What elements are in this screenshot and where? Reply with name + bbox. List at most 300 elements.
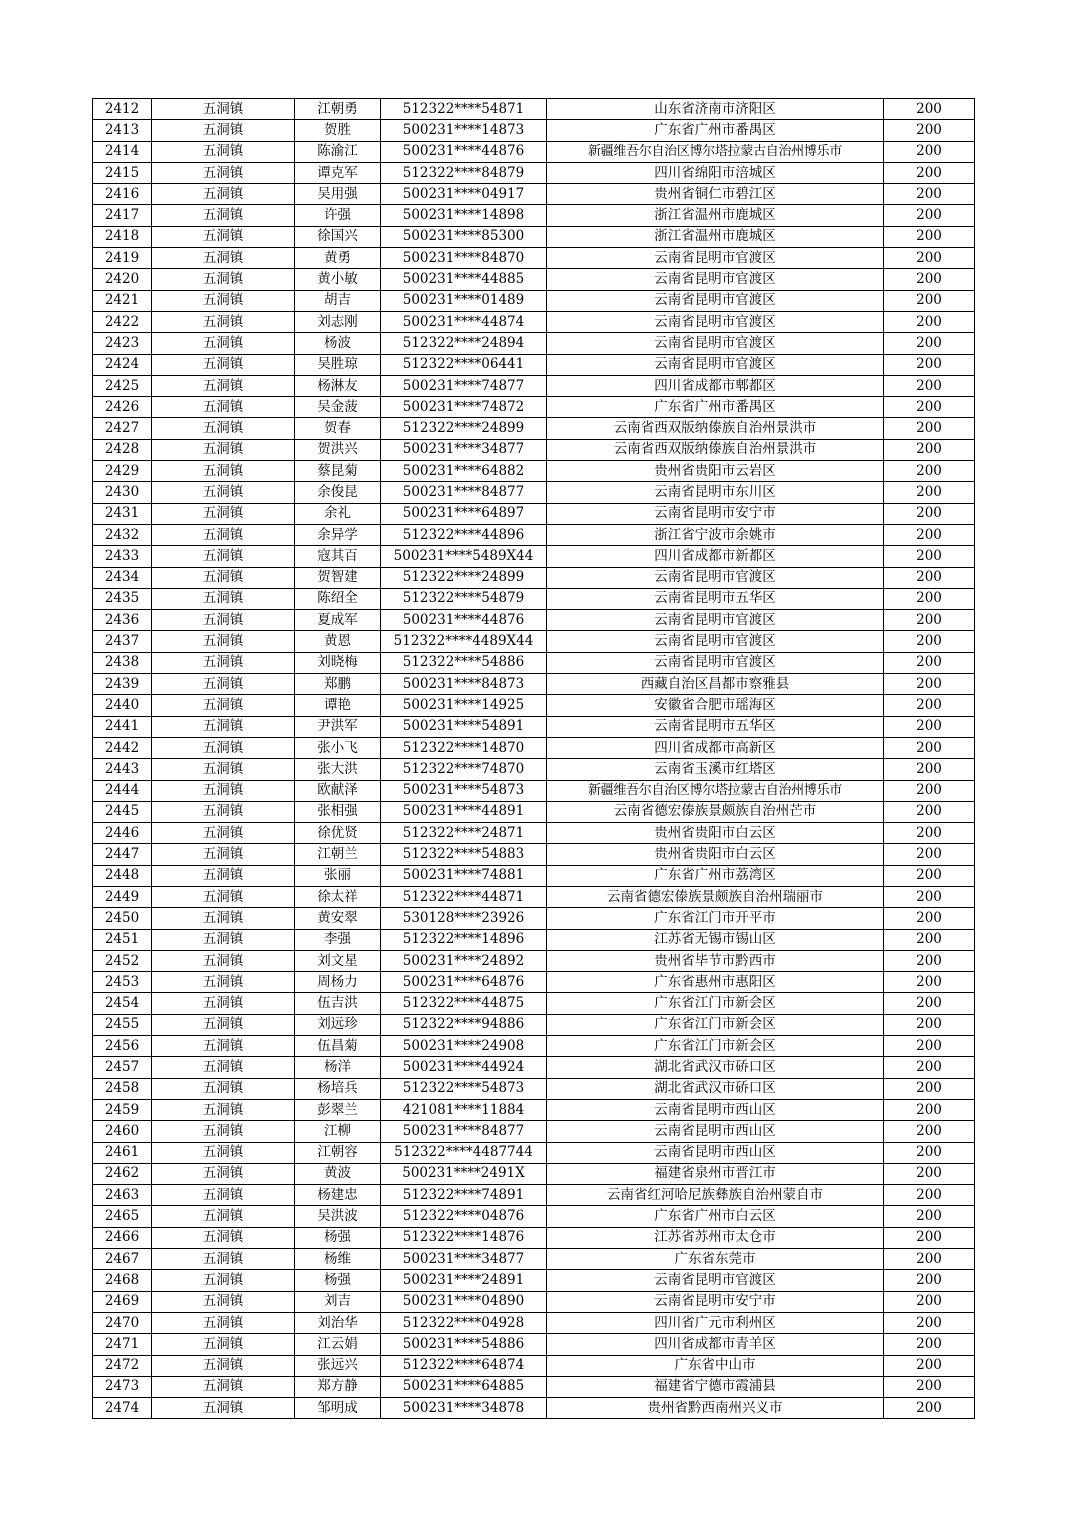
id-number-cell: 500231****04890 xyxy=(381,1291,547,1312)
amount-cell: 200 xyxy=(884,610,975,631)
id-number-cell: 500231****24891 xyxy=(381,1270,547,1291)
town-cell: 五洞镇 xyxy=(152,610,295,631)
amount-cell: 200 xyxy=(884,1398,975,1419)
row-number-cell: 2458 xyxy=(93,1078,152,1099)
id-number-cell: 500231****44874 xyxy=(381,311,547,332)
row-number-cell: 2452 xyxy=(93,950,152,971)
amount-cell: 200 xyxy=(884,801,975,822)
table-row xyxy=(93,1078,975,1099)
table-row xyxy=(93,780,975,801)
row-number-cell: 2460 xyxy=(93,1121,152,1142)
work-location-cell: 云南省昆明市安宁市 xyxy=(547,503,884,524)
town-cell: 五洞镇 xyxy=(152,269,295,290)
id-number-cell: 512322****24894 xyxy=(381,333,547,354)
row-number-cell: 2442 xyxy=(93,737,152,758)
person-name-cell: 伍吉洪 xyxy=(295,993,381,1014)
amount-cell: 200 xyxy=(884,844,975,865)
table-row xyxy=(93,1249,975,1270)
person-name-cell: 吴洪波 xyxy=(295,1206,381,1227)
person-name-cell: 杨维 xyxy=(295,1249,381,1270)
town-cell: 五洞镇 xyxy=(152,1099,295,1120)
person-name-cell: 黄安翠 xyxy=(295,908,381,929)
table-row xyxy=(93,226,975,247)
town-cell: 五洞镇 xyxy=(152,1249,295,1270)
table-row xyxy=(93,823,975,844)
amount-cell: 200 xyxy=(884,311,975,332)
person-name-cell: 刘吉 xyxy=(295,1291,381,1312)
table-row xyxy=(93,354,975,375)
id-number-cell: 512322****4489X44 xyxy=(381,631,547,652)
row-number-cell: 2451 xyxy=(93,929,152,950)
table-row xyxy=(93,184,975,205)
amount-cell: 200 xyxy=(884,120,975,141)
town-cell: 五洞镇 xyxy=(152,780,295,801)
town-cell: 五洞镇 xyxy=(152,1398,295,1419)
row-number-cell: 2448 xyxy=(93,865,152,886)
town-cell: 五洞镇 xyxy=(152,461,295,482)
table-row xyxy=(93,1291,975,1312)
town-cell: 五洞镇 xyxy=(152,1121,295,1142)
table-row xyxy=(93,290,975,311)
table-row xyxy=(93,972,975,993)
amount-cell: 200 xyxy=(884,588,975,609)
town-cell: 五洞镇 xyxy=(152,354,295,375)
amount-cell: 200 xyxy=(884,1312,975,1333)
row-number-cell: 2437 xyxy=(93,631,152,652)
row-number-cell: 2465 xyxy=(93,1206,152,1227)
town-cell: 五洞镇 xyxy=(152,886,295,907)
work-location-cell: 云南省昆明市官渡区 xyxy=(547,567,884,588)
person-name-cell: 江朝容 xyxy=(295,1142,381,1163)
row-number-cell: 2433 xyxy=(93,546,152,567)
amount-cell: 200 xyxy=(884,354,975,375)
id-number-cell: 512322****04876 xyxy=(381,1206,547,1227)
town-cell: 五洞镇 xyxy=(152,1270,295,1291)
town-cell: 五洞镇 xyxy=(152,141,295,162)
town-cell: 五洞镇 xyxy=(152,908,295,929)
work-location-cell: 云南省昆明市官渡区 xyxy=(547,269,884,290)
table-row xyxy=(93,546,975,567)
id-number-cell: 500231****04917 xyxy=(381,184,547,205)
row-number-cell: 2470 xyxy=(93,1312,152,1333)
amount-cell: 200 xyxy=(884,950,975,971)
town-cell: 五洞镇 xyxy=(152,972,295,993)
table-row xyxy=(93,1121,975,1142)
row-number-cell: 2461 xyxy=(93,1142,152,1163)
row-number-cell: 2471 xyxy=(93,1334,152,1355)
work-location-cell: 云南省德宏傣族景颇族自治州芒市 xyxy=(547,801,884,822)
table-row xyxy=(93,929,975,950)
amount-cell: 200 xyxy=(884,546,975,567)
table-row xyxy=(93,737,975,758)
table-row xyxy=(93,631,975,652)
row-number-cell: 2446 xyxy=(93,823,152,844)
amount-cell: 200 xyxy=(884,993,975,1014)
id-number-cell: 421081****11884 xyxy=(381,1099,547,1120)
person-name-cell: 夏成军 xyxy=(295,610,381,631)
town-cell: 五洞镇 xyxy=(152,759,295,780)
person-name-cell: 江朝勇 xyxy=(295,99,381,120)
row-number-cell: 2423 xyxy=(93,333,152,354)
town-cell: 五洞镇 xyxy=(152,823,295,844)
id-number-cell: 500231****5489X44 xyxy=(381,546,547,567)
town-cell: 五洞镇 xyxy=(152,375,295,396)
person-name-cell: 刘治华 xyxy=(295,1312,381,1333)
id-number-cell: 500231****54886 xyxy=(381,1334,547,1355)
amount-cell: 200 xyxy=(884,99,975,120)
table-row xyxy=(93,311,975,332)
table-row xyxy=(93,248,975,269)
work-location-cell: 贵州省黔西南州兴义市 xyxy=(547,1398,884,1419)
person-name-cell: 徐国兴 xyxy=(295,226,381,247)
person-name-cell: 谭克军 xyxy=(295,162,381,183)
row-number-cell: 2417 xyxy=(93,205,152,226)
row-number-cell: 2418 xyxy=(93,226,152,247)
id-number-cell: 500231****64882 xyxy=(381,461,547,482)
person-name-cell: 邹明成 xyxy=(295,1398,381,1419)
amount-cell: 200 xyxy=(884,524,975,545)
person-name-cell: 张大洪 xyxy=(295,759,381,780)
work-location-cell: 福建省宁德市霞浦县 xyxy=(547,1376,884,1397)
work-location-cell: 云南省昆明市官渡区 xyxy=(547,652,884,673)
town-cell: 五洞镇 xyxy=(152,1291,295,1312)
table-row xyxy=(93,141,975,162)
amount-cell: 200 xyxy=(884,205,975,226)
amount-cell: 200 xyxy=(884,1057,975,1078)
id-number-cell: 500231****34877 xyxy=(381,439,547,460)
roster-table-body xyxy=(93,99,975,1419)
id-number-cell: 500231****44885 xyxy=(381,269,547,290)
table-row xyxy=(93,1099,975,1120)
amount-cell: 200 xyxy=(884,1078,975,1099)
town-cell: 五洞镇 xyxy=(152,1227,295,1248)
person-name-cell: 余俊昆 xyxy=(295,482,381,503)
work-location-cell: 新疆维吾尔自治区博尔塔拉蒙古自治州博乐市 xyxy=(547,141,884,162)
work-location-cell: 广东省东莞市 xyxy=(547,1249,884,1270)
town-cell: 五洞镇 xyxy=(152,439,295,460)
row-number-cell: 2426 xyxy=(93,397,152,418)
id-number-cell: 500231****44876 xyxy=(381,610,547,631)
work-location-cell: 广东省广州市荔湾区 xyxy=(547,865,884,886)
person-name-cell: 贺春 xyxy=(295,418,381,439)
table-row xyxy=(93,1334,975,1355)
work-location-cell: 云南省昆明市五华区 xyxy=(547,716,884,737)
table-row xyxy=(93,993,975,1014)
id-number-cell: 512322****94886 xyxy=(381,1014,547,1035)
person-name-cell: 贺洪兴 xyxy=(295,439,381,460)
table-row xyxy=(93,652,975,673)
amount-cell: 200 xyxy=(884,290,975,311)
row-number-cell: 2425 xyxy=(93,375,152,396)
person-name-cell: 贺胜 xyxy=(295,120,381,141)
town-cell: 五洞镇 xyxy=(152,162,295,183)
amount-cell: 200 xyxy=(884,226,975,247)
town-cell: 五洞镇 xyxy=(152,205,295,226)
person-name-cell: 蔡昆菊 xyxy=(295,461,381,482)
person-name-cell: 余礼 xyxy=(295,503,381,524)
person-name-cell: 李强 xyxy=(295,929,381,950)
id-number-cell: 500231****34877 xyxy=(381,1249,547,1270)
person-name-cell: 江朝兰 xyxy=(295,844,381,865)
town-cell: 五洞镇 xyxy=(152,1334,295,1355)
work-location-cell: 云南省红河哈尼族彝族自治州蒙自市 xyxy=(547,1185,884,1206)
town-cell: 五洞镇 xyxy=(152,929,295,950)
work-location-cell: 云南省昆明市官渡区 xyxy=(547,248,884,269)
person-name-cell: 张丽 xyxy=(295,865,381,886)
table-row xyxy=(93,461,975,482)
id-number-cell: 500231****84877 xyxy=(381,1121,547,1142)
town-cell: 五洞镇 xyxy=(152,588,295,609)
table-row xyxy=(93,375,975,396)
person-name-cell: 杨建忠 xyxy=(295,1185,381,1206)
amount-cell: 200 xyxy=(884,162,975,183)
id-number-cell: 500231****64885 xyxy=(381,1376,547,1397)
amount-cell: 200 xyxy=(884,141,975,162)
id-number-cell: 512322****44871 xyxy=(381,886,547,907)
id-number-cell: 512322****54883 xyxy=(381,844,547,865)
amount-cell: 200 xyxy=(884,737,975,758)
person-name-cell: 江柳 xyxy=(295,1121,381,1142)
person-name-cell: 张小飞 xyxy=(295,737,381,758)
row-number-cell: 2434 xyxy=(93,567,152,588)
town-cell: 五洞镇 xyxy=(152,1142,295,1163)
amount-cell: 200 xyxy=(884,1163,975,1184)
town-cell: 五洞镇 xyxy=(152,333,295,354)
work-location-cell: 云南省昆明市官渡区 xyxy=(547,354,884,375)
amount-cell: 200 xyxy=(884,1014,975,1035)
row-number-cell: 2429 xyxy=(93,461,152,482)
town-cell: 五洞镇 xyxy=(152,1078,295,1099)
table-row xyxy=(93,1398,975,1419)
person-name-cell: 杨强 xyxy=(295,1227,381,1248)
person-name-cell: 郑鹏 xyxy=(295,674,381,695)
table-row xyxy=(93,588,975,609)
amount-cell: 200 xyxy=(884,418,975,439)
row-number-cell: 2467 xyxy=(93,1249,152,1270)
id-number-cell: 512322****06441 xyxy=(381,354,547,375)
id-number-cell: 500231****74881 xyxy=(381,865,547,886)
town-cell: 五洞镇 xyxy=(152,716,295,737)
id-number-cell: 500231****84870 xyxy=(381,248,547,269)
work-location-cell: 云南省昆明市西山区 xyxy=(547,1099,884,1120)
id-number-cell: 500231****54891 xyxy=(381,716,547,737)
table-row xyxy=(93,1376,975,1397)
work-location-cell: 贵州省贵阳市白云区 xyxy=(547,844,884,865)
person-name-cell: 江云娟 xyxy=(295,1334,381,1355)
id-number-cell: 500231****44924 xyxy=(381,1057,547,1078)
id-number-cell: 500231****01489 xyxy=(381,290,547,311)
town-cell: 五洞镇 xyxy=(152,950,295,971)
row-number-cell: 2474 xyxy=(93,1398,152,1419)
town-cell: 五洞镇 xyxy=(152,397,295,418)
person-name-cell: 许强 xyxy=(295,205,381,226)
row-number-cell: 2454 xyxy=(93,993,152,1014)
id-number-cell: 500231****34878 xyxy=(381,1398,547,1419)
amount-cell: 200 xyxy=(884,908,975,929)
table-row xyxy=(93,1312,975,1333)
person-name-cell: 吴金菠 xyxy=(295,397,381,418)
town-cell: 五洞镇 xyxy=(152,418,295,439)
amount-cell: 200 xyxy=(884,1291,975,1312)
id-number-cell: 512322****64874 xyxy=(381,1355,547,1376)
row-number-cell: 2449 xyxy=(93,886,152,907)
person-name-cell: 黄恩 xyxy=(295,631,381,652)
amount-cell: 200 xyxy=(884,674,975,695)
town-cell: 五洞镇 xyxy=(152,1057,295,1078)
row-number-cell: 2424 xyxy=(93,354,152,375)
table-row xyxy=(93,1142,975,1163)
table-row xyxy=(93,1206,975,1227)
table-row xyxy=(93,610,975,631)
table-row xyxy=(93,1014,975,1035)
id-number-cell: 500231****74872 xyxy=(381,397,547,418)
row-number-cell: 2456 xyxy=(93,1036,152,1057)
row-number-cell: 2450 xyxy=(93,908,152,929)
row-number-cell: 2459 xyxy=(93,1099,152,1120)
person-name-cell: 贺智建 xyxy=(295,567,381,588)
town-cell: 五洞镇 xyxy=(152,1312,295,1333)
row-number-cell: 2469 xyxy=(93,1291,152,1312)
town-cell: 五洞镇 xyxy=(152,248,295,269)
person-name-cell: 张远兴 xyxy=(295,1355,381,1376)
work-location-cell: 广东省广州市白云区 xyxy=(547,1206,884,1227)
town-cell: 五洞镇 xyxy=(152,865,295,886)
table-row xyxy=(93,205,975,226)
amount-cell: 200 xyxy=(884,1036,975,1057)
town-cell: 五洞镇 xyxy=(152,546,295,567)
town-cell: 五洞镇 xyxy=(152,1206,295,1227)
amount-cell: 200 xyxy=(884,886,975,907)
town-cell: 五洞镇 xyxy=(152,311,295,332)
person-name-cell: 谭艳 xyxy=(295,695,381,716)
town-cell: 五洞镇 xyxy=(152,652,295,673)
row-number-cell: 2412 xyxy=(93,99,152,120)
town-cell: 五洞镇 xyxy=(152,1376,295,1397)
table-row xyxy=(93,716,975,737)
row-number-cell: 2468 xyxy=(93,1270,152,1291)
work-location-cell: 福建省泉州市晋江市 xyxy=(547,1163,884,1184)
id-number-cell: 512322****74870 xyxy=(381,759,547,780)
id-number-cell: 512322****14870 xyxy=(381,737,547,758)
amount-cell: 200 xyxy=(884,503,975,524)
row-number-cell: 2416 xyxy=(93,184,152,205)
table-row xyxy=(93,1355,975,1376)
work-location-cell: 湖北省武汉市硚口区 xyxy=(547,1078,884,1099)
amount-cell: 200 xyxy=(884,631,975,652)
person-name-cell: 彭翠兰 xyxy=(295,1099,381,1120)
table-row xyxy=(93,162,975,183)
work-location-cell: 贵州省毕节市黔西市 xyxy=(547,950,884,971)
town-cell: 五洞镇 xyxy=(152,184,295,205)
person-name-cell: 陈渝江 xyxy=(295,141,381,162)
person-name-cell: 刘志刚 xyxy=(295,311,381,332)
person-name-cell: 张相强 xyxy=(295,801,381,822)
id-number-cell: 500231****84877 xyxy=(381,482,547,503)
town-cell: 五洞镇 xyxy=(152,844,295,865)
amount-cell: 200 xyxy=(884,439,975,460)
work-location-cell: 广东省广州市番禺区 xyxy=(547,397,884,418)
person-name-cell: 陈绍全 xyxy=(295,588,381,609)
id-number-cell: 500231****74877 xyxy=(381,375,547,396)
roster-table xyxy=(92,98,975,1419)
amount-cell: 200 xyxy=(884,1249,975,1270)
person-name-cell: 尹洪军 xyxy=(295,716,381,737)
amount-cell: 200 xyxy=(884,482,975,503)
work-location-cell: 四川省成都市青羊区 xyxy=(547,1334,884,1355)
person-name-cell: 胡吉 xyxy=(295,290,381,311)
amount-cell: 200 xyxy=(884,929,975,950)
row-number-cell: 2414 xyxy=(93,141,152,162)
row-number-cell: 2473 xyxy=(93,1376,152,1397)
row-number-cell: 2453 xyxy=(93,972,152,993)
row-number-cell: 2457 xyxy=(93,1057,152,1078)
work-location-cell: 云南省昆明市安宁市 xyxy=(547,1291,884,1312)
amount-cell: 200 xyxy=(884,1206,975,1227)
row-number-cell: 2445 xyxy=(93,801,152,822)
id-number-cell: 512322****24899 xyxy=(381,567,547,588)
id-number-cell: 500231****24908 xyxy=(381,1036,547,1057)
work-location-cell: 山东省济南市济阳区 xyxy=(547,99,884,120)
work-location-cell: 云南省德宏傣族景颇族自治州瑞丽市 xyxy=(547,886,884,907)
amount-cell: 200 xyxy=(884,1121,975,1142)
amount-cell: 200 xyxy=(884,269,975,290)
person-name-cell: 杨洋 xyxy=(295,1057,381,1078)
row-number-cell: 2439 xyxy=(93,674,152,695)
table-row xyxy=(93,908,975,929)
work-location-cell: 贵州省贵阳市白云区 xyxy=(547,823,884,844)
work-location-cell: 广东省江门市新会区 xyxy=(547,1036,884,1057)
work-location-cell: 浙江省宁波市余姚市 xyxy=(547,524,884,545)
table-row xyxy=(93,1270,975,1291)
table-row xyxy=(93,99,975,120)
town-cell: 五洞镇 xyxy=(152,290,295,311)
id-number-cell: 512322****84879 xyxy=(381,162,547,183)
table-row xyxy=(93,482,975,503)
amount-cell: 200 xyxy=(884,716,975,737)
town-cell: 五洞镇 xyxy=(152,1355,295,1376)
table-row xyxy=(93,950,975,971)
work-location-cell: 江苏省无锡市锡山区 xyxy=(547,929,884,950)
id-number-cell: 500231****84873 xyxy=(381,674,547,695)
work-location-cell: 云南省昆明市西山区 xyxy=(547,1121,884,1142)
work-location-cell: 新疆维吾尔自治区博尔塔拉蒙古自治州博乐市 xyxy=(547,780,884,801)
id-number-cell: 500231****44891 xyxy=(381,801,547,822)
work-location-cell: 广东省江门市新会区 xyxy=(547,1014,884,1035)
person-name-cell: 欧献泽 xyxy=(295,780,381,801)
amount-cell: 200 xyxy=(884,695,975,716)
work-location-cell: 贵州省贵阳市云岩区 xyxy=(547,461,884,482)
amount-cell: 200 xyxy=(884,461,975,482)
row-number-cell: 2436 xyxy=(93,610,152,631)
row-number-cell: 2462 xyxy=(93,1163,152,1184)
table-row xyxy=(93,695,975,716)
work-location-cell: 四川省成都市郫都区 xyxy=(547,375,884,396)
work-location-cell: 云南省昆明市西山区 xyxy=(547,1142,884,1163)
work-location-cell: 浙江省温州市鹿城区 xyxy=(547,205,884,226)
person-name-cell: 杨淋友 xyxy=(295,375,381,396)
amount-cell: 200 xyxy=(884,1376,975,1397)
town-cell: 五洞镇 xyxy=(152,801,295,822)
row-number-cell: 2472 xyxy=(93,1355,152,1376)
id-number-cell: 500231****2491X xyxy=(381,1163,547,1184)
row-number-cell: 2419 xyxy=(93,248,152,269)
id-number-cell: 500231****64876 xyxy=(381,972,547,993)
work-location-cell: 云南省昆明市官渡区 xyxy=(547,333,884,354)
person-name-cell: 黄勇 xyxy=(295,248,381,269)
work-location-cell: 广东省中山市 xyxy=(547,1355,884,1376)
work-location-cell: 四川省广元市利州区 xyxy=(547,1312,884,1333)
id-number-cell: 512322****54873 xyxy=(381,1078,547,1099)
